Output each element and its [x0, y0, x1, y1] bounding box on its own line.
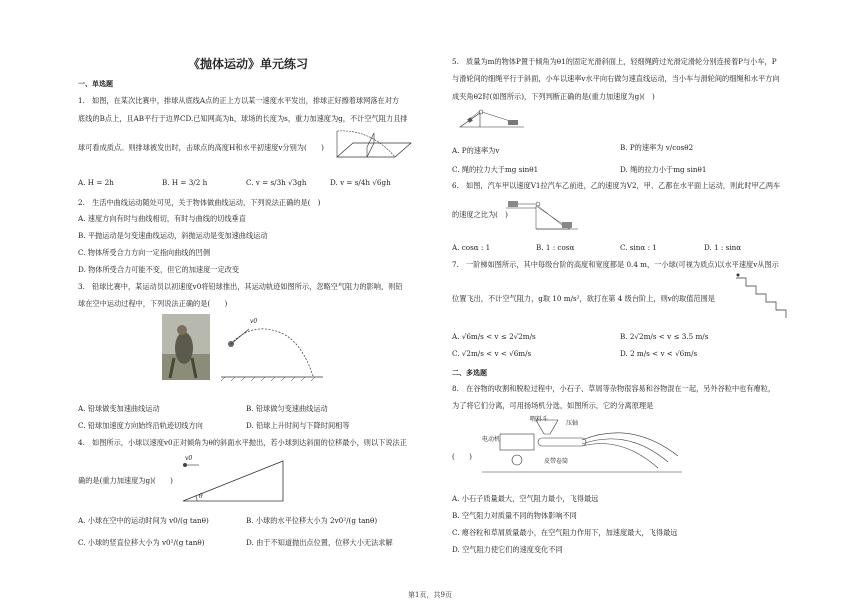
q4-option-c: C. 小球的竖直位移大小为 v0²/(g tanθ) — [78, 538, 205, 547]
q3-trajectory-figure — [221, 318, 323, 382]
q7-option-a: A. √6m/s < v ≤ 2√2m/s — [452, 332, 536, 341]
q8-line2: 为了将它们分离，可用扬场机分选，如图所示，它的分离原理是 — [452, 401, 654, 410]
q6-cars-figure — [506, 195, 578, 233]
q5-option-b: B. P的速率为 v/cosθ2 — [620, 143, 694, 152]
q7-line2: 位置飞出，不计空气阻力，g取 10 m/s²，欲打在第 4 级台阶上，则v的取值范围是 — [452, 294, 715, 303]
q6-option-a: A. cosα : 1 — [452, 243, 491, 252]
q6-option-c: C. sinα : 1 — [620, 243, 657, 252]
q8-option-c: C. 瘪谷粒和草屑质量最小，在空气阻力作用下，加速度最大，飞得最远 — [452, 528, 678, 537]
q7-staircase-figure — [734, 272, 794, 322]
q3-option-b: B. 铅球做匀变速曲线运动 — [246, 404, 328, 413]
q8-option-b: B. 空气阻力对质量不同的物体影响不同 — [452, 511, 577, 520]
q1-option-a: A. H = 2h — [78, 178, 114, 187]
q7-option-c: C. √2m/s < v < √6m/s — [452, 349, 532, 358]
q2-line1: 2. 生活中曲线运动随处可见，关于物体做曲线运动，下列说法正确的是( ) — [78, 198, 321, 207]
q3-v0-label: v0 — [250, 318, 258, 325]
q2-option-c: C. 物体所受合力方向一定指向曲线的凹侧 — [78, 248, 211, 257]
q1-line3: 球可看成质点。则排球被发出时，击球点的高度H和水平初速度v分别为( ) — [78, 143, 324, 152]
page-footer: 第1页，共9页 — [408, 591, 452, 599]
q3-line2: 球在空中运动过程中，下列说法正确的是( ) — [78, 299, 228, 308]
q8-option-d: D. 空气阻力使它们的速度变化不同 — [452, 545, 563, 554]
q2-option-a: A. 速度方向有时与曲线相切，有时与曲线的切线垂直 — [78, 214, 246, 223]
q5-option-d: D. 绳的拉力小于mg sinθ1 — [620, 165, 707, 174]
q8-belt-label: 皮带卷筒 — [544, 458, 569, 465]
q8-roller-label: 压轴 — [566, 420, 579, 427]
q3-line1: 3. 铅球比赛中，某运动员以初速度v0将铅球推出，其运动轨迹如图所示，忽略空气阻力的影响，则铅 — [78, 282, 403, 291]
q7-option-d: D. 2 m/s < v < √6m/s — [620, 349, 698, 358]
q8-option-a: A. 小石子质量最大，空气阻力最小，飞得最远 — [452, 494, 599, 503]
q1-line1: 1. 如图，在某次比赛中，排球从底线A点的正上方以某一速度水平发出，排球正好擦着球网落在对方 — [78, 96, 400, 105]
q7-option-b: B. 2√2m/s < v ≤ 3.5 m/s — [620, 332, 709, 341]
q1-option-b: B. H = 3/2 h — [162, 178, 208, 187]
q8-motor-label: 电动机 — [482, 436, 501, 443]
q6-line1: 6. 如图，汽车甲以速度V1拉汽车乙前进，乙的速度为V2，甲、乙都在水平面上运动，则此时甲乙两车 — [452, 181, 781, 190]
q3-option-a: A. 铅球做变加速曲线运动 — [78, 404, 160, 413]
q5-line1: 5. 质量为m的物体P置于倾角为θ1的固定光滑斜面上，轻细绳跨过光滑定滑轮分别连接着P与小车，P — [452, 57, 777, 66]
q5-line2: 与滑轮间的细绳平行于斜面，小车以速率v水平向右做匀速直线运动，当小车与滑轮间的细绳和水平方向 — [452, 74, 780, 83]
q4-option-a: A. 小球在空中的运动时间为 v0/(g tanθ) — [78, 516, 209, 525]
section-heading-multi: 二、多选题 — [452, 368, 487, 377]
q1-option-c: C. v = s/3h √3gh — [246, 178, 307, 187]
q5-pulley-figure — [458, 107, 524, 129]
page-title: 《抛体运动》单元练习 — [188, 57, 309, 71]
q4-option-d: D. 由于不知道抛出点位置，位移大小无法求解 — [246, 538, 393, 547]
q4-line2: 确的是(重力加速度为g)( ) — [78, 476, 173, 485]
q4-incline-figure — [179, 455, 287, 505]
q1-volleyball-court-figure — [331, 127, 415, 165]
q4-line1: 4. 如图所示，小球以速度v0正对倾角为θ的斜面水平抛出，若小球到达斜面的位移最小，则以下说法正 — [78, 438, 407, 447]
q4-theta-label: θ — [199, 493, 203, 500]
q5-line3: 成夹角θ2时(如图所示)，下列判断正确的是(重力加速度为g)( ) — [452, 92, 655, 101]
q6-option-b: B. 1 : cosα — [536, 243, 575, 252]
q2-option-b: B. 平抛运动是匀变速曲线运动，斜抛运动是变加速曲线运动 — [78, 231, 268, 240]
q5-option-c: C. 绳的拉力大于mg sinθ1 — [452, 165, 539, 174]
q4-v0-label: v0 — [185, 455, 193, 462]
q8-line1: 8. 在谷物的收割和脱粒过程中，小石子、草屑等杂物很容易和谷物混在一起，另外谷粒中也有瘪粒， — [452, 384, 776, 393]
q8-hopper-label: 喂料斗 — [530, 416, 549, 423]
q3-option-d: D. 铅球上升时间与下降时间相等 — [246, 421, 350, 430]
q8-line3: ( ) — [452, 452, 472, 461]
q2-option-d: D. 物体所受合力可能不变，但它的加速度一定改变 — [78, 265, 240, 274]
q6-line2: 的速度之比为( ) — [452, 210, 508, 219]
q5-option-a: A. P的速率为v — [452, 146, 500, 155]
q1-line2: 底线的B点上，且AB平行于边界CD.已知网高为h，球场的长度为s，重力加速度为g，不计空气阻力且排 — [78, 114, 408, 123]
q8-winnower-figure — [482, 416, 682, 478]
q4-option-b: B. 小球的水平位移大小为 2v0²/(g tanθ) — [246, 516, 378, 525]
q6-option-d: D. 1 : sinα — [704, 243, 742, 252]
q7-line1: 7. 一阶梯如图所示，其中每级台阶的高度和宽度都是 0.4 m，一小球(可视为质点)以水平速度v从图示 — [452, 260, 779, 269]
q1-option-d: D. v = s/4h √6gh — [330, 178, 391, 187]
q3-shotput-photo — [162, 314, 210, 380]
q3-option-c: C. 铅球加速度方向始终沿轨迹切线方向 — [78, 421, 203, 430]
section-heading-single: 一、单选题 — [78, 79, 113, 88]
